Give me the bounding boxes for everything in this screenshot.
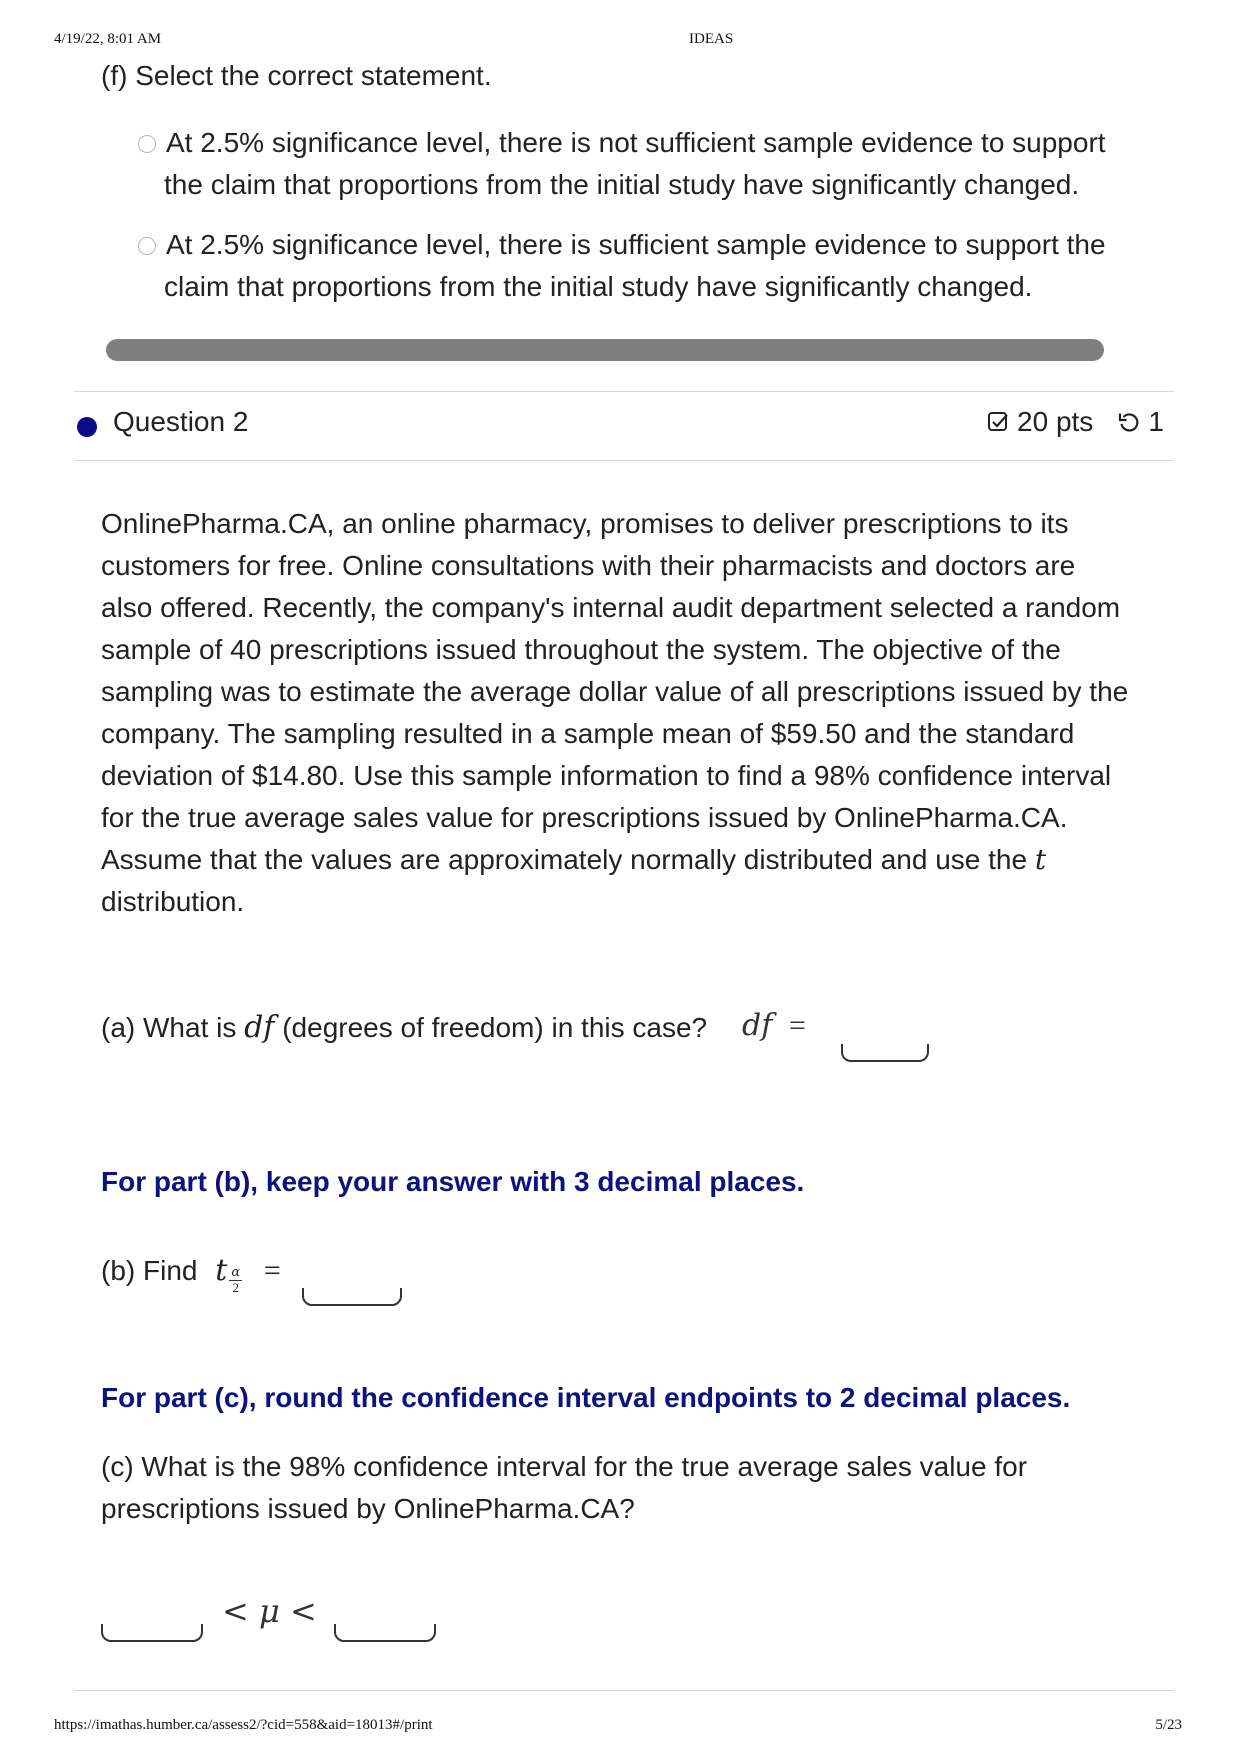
part-b-prefix: (b) Find	[101, 1255, 198, 1286]
part-c-instruction: For part (c), round the confidence interval endpoints to 2 decimal places.	[101, 1382, 1071, 1413]
checkbox-icon	[987, 411, 1009, 433]
choice-sufficient[interactable]	[138, 224, 1138, 308]
points-value: 20 pts	[1017, 406, 1094, 437]
lower-bound-input[interactable]	[101, 1624, 203, 1642]
body-line: also offered. Recently, the company's internal audit department selected a random	[101, 592, 1121, 623]
question-title: Question 2	[113, 406, 249, 437]
print-page-number: 5/23	[1155, 1717, 1182, 1733]
question-body	[101, 503, 1161, 923]
part-a-prompt	[101, 1010, 707, 1045]
part-b-instruction: For part (b), keep your answer with 3 decimal places.	[101, 1166, 805, 1197]
body-line: OnlinePharma.CA, an online pharmacy, promises to deliver prescriptions to its	[101, 508, 1069, 539]
fraction-denominator: 2	[232, 1280, 239, 1295]
attempts-value: 1	[1148, 406, 1164, 437]
part-c-line-2: prescriptions issued by OnlinePharma.CA?	[101, 1493, 635, 1524]
progress-bar	[106, 339, 1104, 361]
points-badge	[987, 406, 1164, 438]
question-header	[74, 404, 1174, 454]
t-critical-answer-input[interactable]	[302, 1288, 402, 1306]
divider	[74, 460, 1174, 461]
progress-bar-fill	[106, 339, 1104, 361]
part-f-prompt: (f) Select the correct statement.	[101, 60, 492, 91]
body-line: sampling was to estimate the average dollar value of all prescriptions issued by the	[101, 676, 1129, 707]
print-url: https://imathas.humber.ca/assess2/?cid=558&aid=18013#/print	[54, 1717, 433, 1733]
choice-line-1: At 2.5% significance level, there is sufficient sample evidence to support the	[166, 229, 1106, 260]
part-c-line-1: (c) What is the 98% confidence interval for the true average sales value for	[101, 1451, 1028, 1482]
radio-button[interactable]	[138, 135, 156, 153]
body-line: customers for free. Online consultations with their pharmacists and doctors are	[101, 550, 1076, 581]
part-b-prompt	[101, 1253, 281, 1295]
df-equation	[742, 1008, 806, 1043]
alpha-over-2	[229, 1266, 242, 1295]
divider	[74, 391, 1174, 392]
status-dot-icon	[77, 417, 97, 437]
body-line	[101, 839, 1161, 881]
footer-divider	[74, 1690, 1174, 1691]
body-line: sample of 40 prescriptions issued throughout the system. The objective of the	[101, 634, 1061, 665]
body-line-text: Assume that the values are approximately normally distributed and use the	[101, 844, 1035, 875]
t-symbol: t	[215, 1253, 228, 1288]
retry-icon	[1117, 410, 1141, 434]
body-line: distribution.	[101, 886, 245, 917]
part-c-prompt	[101, 1446, 1027, 1530]
body-line: company. The sampling resulted in a sample mean of $59.50 and the standard	[101, 718, 1075, 749]
part-a-prefix: (a) What is	[101, 1012, 245, 1043]
t-variable: t	[1034, 843, 1047, 876]
print-datetime: 4/19/22, 8:01 AM	[54, 31, 162, 47]
mu-inequality: < μ <	[222, 1592, 317, 1630]
radio-button[interactable]	[138, 237, 156, 255]
print-site-title: IDEAS	[689, 31, 734, 47]
body-line: deviation of $14.80. Use this sample information to find a 98% confidence interval	[101, 760, 1112, 791]
choice-line-2: the claim that proportions from the initial study have significantly changed.	[164, 169, 1080, 200]
body-line: for the true average sales value for prescriptions issued by OnlinePharma.CA.	[101, 802, 1068, 833]
choice-line-1: At 2.5% significance level, there is not sufficient sample evidence to support	[166, 127, 1106, 158]
choice-not-sufficient[interactable]	[138, 122, 1138, 206]
choice-line-2: claim that proportions from the initial study have significantly changed.	[164, 271, 1033, 302]
df-label: df	[742, 1008, 773, 1043]
part-a-suffix: (degrees of freedom) in this case?	[274, 1012, 708, 1043]
upper-bound-input[interactable]	[334, 1624, 436, 1642]
equals-sign: =	[788, 1009, 806, 1042]
equals-sign: =	[263, 1254, 281, 1287]
df-variable: df	[244, 1010, 275, 1045]
df-answer-input[interactable]	[841, 1044, 929, 1062]
fraction-numerator: α	[231, 1265, 241, 1280]
